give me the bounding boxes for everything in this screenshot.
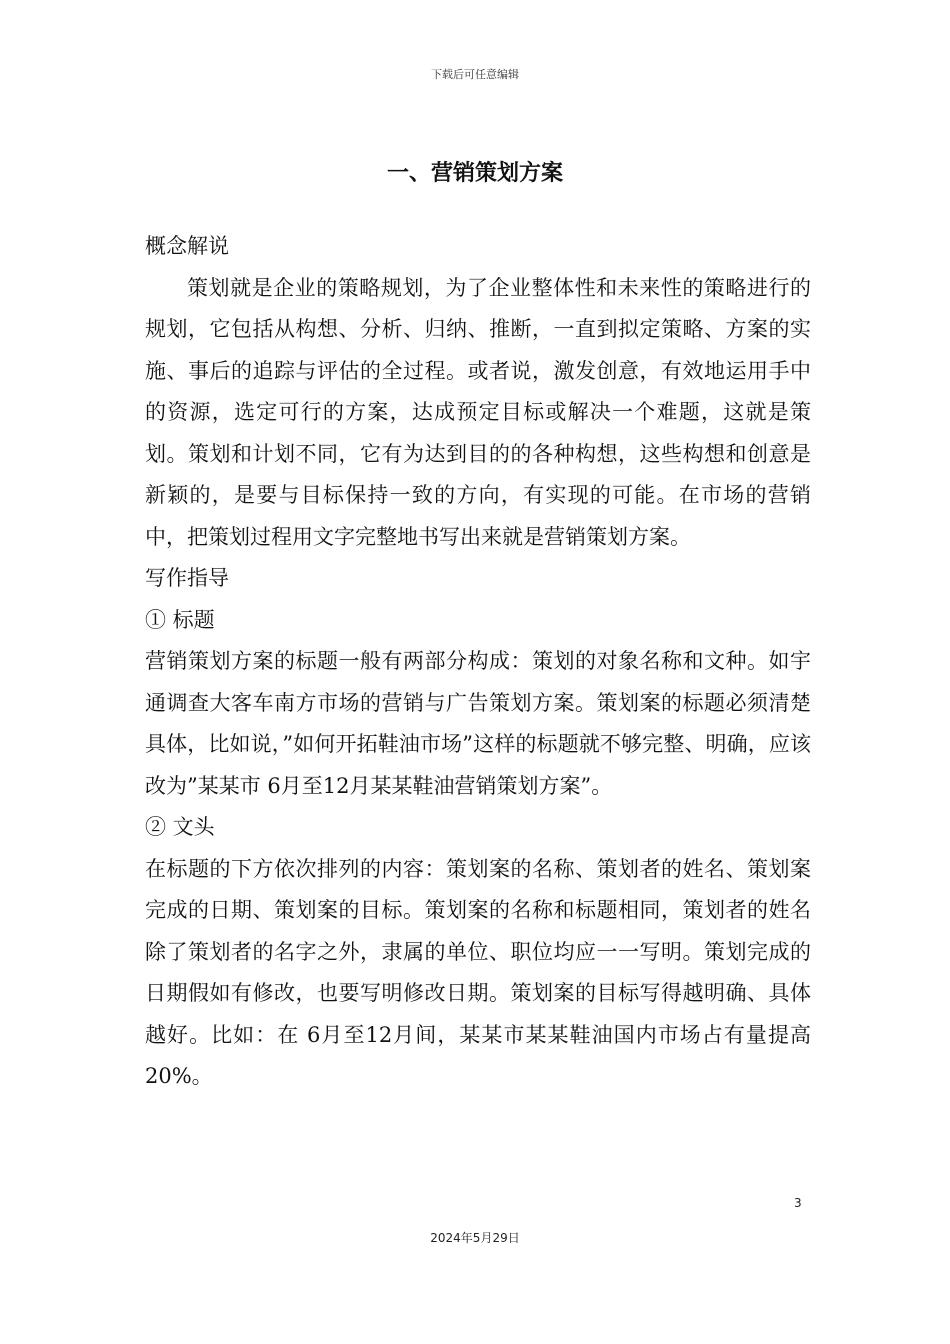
section-heading-writing-guide: 写作指导: [145, 566, 229, 590]
page-number: 3: [794, 1196, 802, 1210]
header-note: 下载后可任意编辑: [431, 68, 519, 81]
footer-date: 2024年5月29日: [430, 1231, 520, 1245]
concept-paragraph: 策划就是企业的策略规划，为了企业整体性和未来性的策略进行的规划，它包括从构想、分析、归纳、推断，一直到拟定策略、方案的实施、事后的追踪与评估的全过程。或者说，激发创意，有效地运用手中的资源，选定可行的方案，达成预定目标或解决一个难题，这就是策划。策划和计划不同，它有为达到目的的各种构想，这些构想和创意是新颖的，是要与目标保持一致的方向，有实现的可能。在市场的营销中，把策划过程用文字完整地书写出来就是营销策划方案。: [145, 275, 811, 549]
header-guidance-paragraph: 在标题的下方依次排列的内容：策划案的名称、策划者的姓名、策划案完成的日期、策划案的目标。策划案的名称和标题相同，策划者的姓名除了策划者的名字之外，隶属的单位、职位均应一一写明。策划完成的日期假如有修改，也要写明修改日期。策划案的目标写得越明确、具体越好。比如：在 6月至12月间，某某市某某鞋油国内市场占有量提高20%。: [145, 856, 811, 1088]
title-guidance-paragraph: 营销策划方案的标题一般有两部分构成：策划的对象名称和文种。如宇通调查大客车南方市场的营销与广告策划方案。策划案的标题必须清楚具体，比如说，”如何开拓鞋油市场”这样的标题就不够完整、明确，应该改为”某某市 6月至12月某某鞋油营销策划方案”。: [145, 649, 811, 798]
section-heading-concept: 概念解说: [145, 234, 229, 258]
document-title: 一、营销策划方案: [386, 161, 563, 186]
item-heading-title: ① 标题: [145, 607, 215, 632]
document-body: [145, 226, 811, 1098]
item-heading-header: ② 文头: [145, 815, 215, 839]
